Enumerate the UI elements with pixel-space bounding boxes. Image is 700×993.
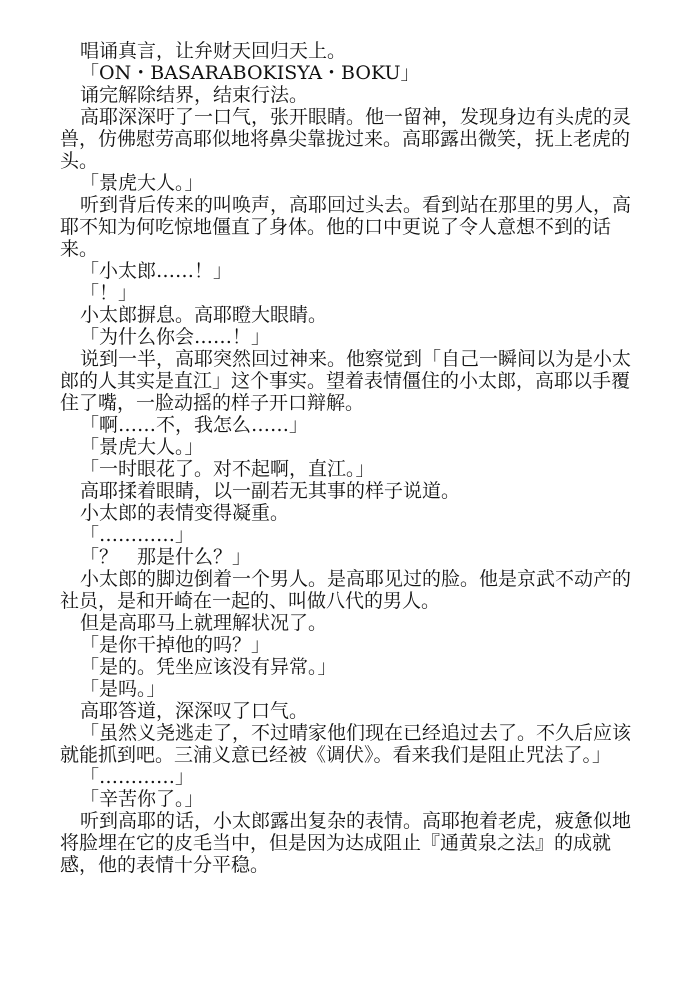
paragraph: 「景虎大人。」 <box>80 172 204 194</box>
paragraph: 诵完解除结界，结束行法。 <box>80 84 309 106</box>
paragraph: 小太郎的脚边倒着一个男人。是高耶见过的脸。他是京武不动产的社员，是和开崎在一起的、叫做八代的男人。 <box>60 568 632 612</box>
paragraph: 「！」 <box>80 282 138 304</box>
paragraph: 「辛苦你了。」 <box>80 788 204 810</box>
paragraph: 小太郎摒息。高耶瞪大眼睛。 <box>80 304 328 326</box>
paragraph: 听到背后传来的叫唤声，高耶回过头去。看到站在那里的男人，高耶不知为何吃惊地僵直了身体。他的口中更说了令人意想不到的话来。 <box>60 194 632 260</box>
document-page <box>60 40 640 876</box>
paragraph: 「是你干掉他的吗？」 <box>80 634 271 656</box>
paragraph: 说到一半，高耶突然回过神来。他察觉到「自己一瞬间以为是小太郎的人其实是直江」这个事实。望着表情僵住的小太郎，高耶以手覆住了嘴，一脸动摇的样子开口辩解。 <box>60 348 632 414</box>
paragraph: 「ON・BASARABOKISYA・BOKU」 <box>80 62 420 84</box>
paragraph: 「啊……不，我怎么……」 <box>80 414 309 436</box>
paragraph: 高耶深深吁了一口气，张开眼睛。他一留神，发现身边有头虎的灵兽，仿佛慰劳高耶似地将鼻尖靠拢过来。高耶露出微笑，抚上老虎的头。 <box>60 106 632 172</box>
paragraph: 但是高耶马上就理解状况了。 <box>80 612 328 634</box>
paragraph: 高耶答道，深深叹了口气。 <box>80 700 309 722</box>
paragraph: 「是吗。」 <box>80 678 166 700</box>
paragraph: 「…………」 <box>80 524 195 546</box>
paragraph: 小太郎的表情变得凝重。 <box>80 502 290 524</box>
paragraph: 「…………」 <box>80 766 195 788</box>
paragraph: 「虽然义尧逃走了，不过晴家他们现在已经追过去了。不久后应该就能抓到吧。三浦义意已经被《调伏》。看来我们是阻止咒法了。」 <box>60 722 632 766</box>
paragraph: 「为什么你会……！」 <box>80 326 271 348</box>
paragraph: 「一时眼花了。对不起啊，直江。」 <box>80 458 375 480</box>
paragraph: 唱诵真言，让弁财天回归天上。 <box>80 40 347 62</box>
paragraph: 「？ 那是什么？」 <box>80 546 252 568</box>
paragraph: 高耶揉着眼睛，以一副若无其事的样子说道。 <box>80 480 461 502</box>
paragraph: 「景虎大人。」 <box>80 436 204 458</box>
paragraph: 「小太郎……！」 <box>80 260 233 282</box>
paragraph: 「是的。凭坐应该没有异常。」 <box>80 656 337 678</box>
paragraph: 听到高耶的话，小太郎露出复杂的表情。高耶抱着老虎，疲惫似地将脸埋在它的皮毛当中，但是因为达成阻止『通黄泉之法』的成就感，他的表情十分平稳。 <box>60 810 632 876</box>
